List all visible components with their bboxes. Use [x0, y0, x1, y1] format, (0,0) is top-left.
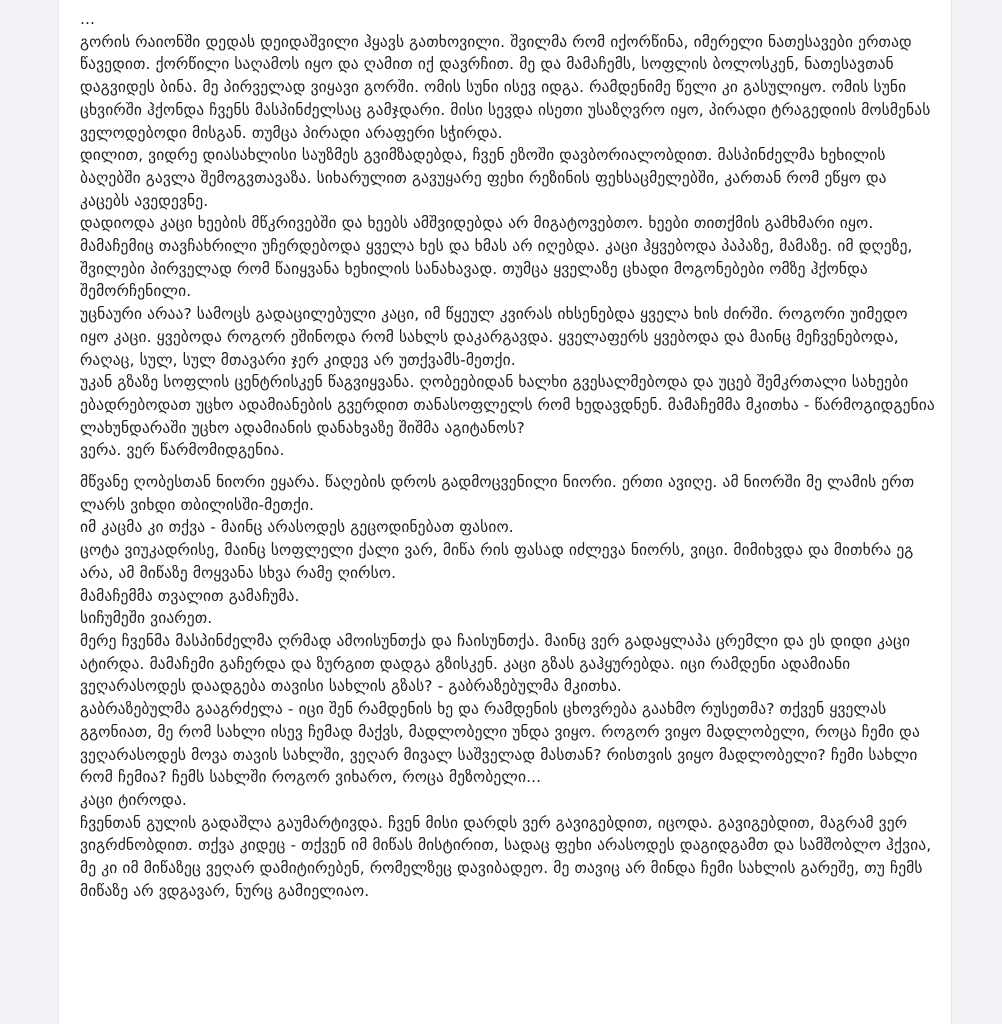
post-card: [58, 0, 952, 1024]
post-paragraph: სიჩუმეში ვიარეთ.: [80, 609, 213, 628]
post-paragraph: კაცი ტიროდა.: [80, 790, 187, 809]
post-paragraph: ჩვენთან გულის გადაშლა გაუმარტივდა. ჩვენ მისი დარდს ვერ გავიგებდით, იცოდა. გავიგებდით, მაგრამ ვერ ვიგრძნობდით. თქვა კიდეც - თქვენ იმ მიწას მისტირით, სადაც ფეხი არასოდეს დაგიდგამთ და სამშობლო ჰქვია, მე კი იმ მიწაზეც ვეღარ დამიტირებენ, რომელზეც დავიბადეო. მე თავიც არ მინდა ჩემი სახლის გარეშე, თუ ჩემს მიწაზე არ ვდგავარ, ნურც გამიელიაო.: [80, 813, 932, 900]
post-paragraph: ვერა. ვერ წარმომიდგენია.: [80, 441, 285, 460]
post-paragraph: მამაჩემმა თვალით გამაჩუმა.: [80, 586, 300, 605]
post-paragraph: უცნაური არაა? სამოცს გადაცილებული კაცი, იმ წყეულ კვირას იხსენებდა ყველა ხის ძირში. როგორი უიმედო იყო კაცი. ყვებოდა როგორ ეშინოდა რომ სახლს დაკარგავდა. ყველაფერს ყვებოდა და მაინც მეჩვენებოდა, რაღაც, სულ, სულ მთავარი ჯერ კიდევ არ უთქვამს-მეთქი.: [80, 305, 908, 369]
post-paragraph: გორის რაიონში დედას დეიდაშვილი ჰყავს გათხოვილი. შვილმა რომ იქორწინა, იმერელი ნათესავები ერთად წავედით. ქორწილი საღამოს იყო და ღამით იქ დავრჩით. მე და მამაჩემს, სოფლის ბოლოსკენ, ნათესავთან დაგვიდეს ბინა. მე პირველად ვიყავი გორში. ომის სუნი ისევ იდგა. რამდენიმე წელი კი გასულიყო. ომის სუნი ცხვირში ჰქონდა ჩვენს მასპინძელსაც გამჯდარი. მისი სევდა ისეთი უსაზღვრო იყო, პირადი ტრაგედიის მოსმენას ველოდებოდი მისგან. თუმცა პირადი არაფერი სჭირდა.: [80, 32, 931, 142]
post-paragraph: მერე ჩვენმა მასპინძელმა ღრმად ამოისუნთქა და ჩაისუნთქა. მაინც ვერ გადაყლაპა ცრემლი და ეს დიდი კაცი ატირდა. მამაჩემი გაჩერდა და ზურგით დადგა გზისკენ. კაცი გზას გაჰყურებდა. იცი რამდენი ადამიანი ვეღარასოდეს დაადგება თავისი სახლის გზას? - გაბრაზებულმა მკითხა.: [80, 631, 911, 696]
post-paragraph: იმ კაცმა კი თქვა - მაინც არასოდეს გეცოდინებათ ფასიო.: [80, 518, 514, 537]
post-paragraph: უკან გზაზე სოფლის ცენტრისკენ წაგვიყვანა. ღობეებიდან ხალხი გვესალმებოდა და უცებ შემკრთალი სახეები ებადრებოდათ უცხო ადამიანების გვერდით თანასოფლელს რომ ხედავდნენ. მამაჩემმა მკითხა - წარმოგიდგენია ლახუნდარაში უცხო ადამიანის დანახვაზე შიშმა აგიტანოს?: [80, 373, 935, 437]
post-paragraph: დადიოდა კაცი ხეების მწკრივებში და ხეებს ამშვიდებდა არ მიგატოვებთო. ხეები თითქმის გამხმარი იყო. მამაჩემიც თავჩახრილი უჩერდებოდა ყველა ხეს და ხმას არ იღებდა. კაცი ჰყვებოდა პაპაზე, მამაზე. იმ დღეზე, შვილები პირველად რომ წაიყვანა ხეხილის სანახავად. თუმცა ყველაზე ცხადი მოგონებები ომზე ჰქონდა შემორჩენილი.: [80, 214, 913, 301]
post-paragraph: გაბრაზებულმა გააგრძელა - იცი შენ რამდენის ხე და რამდენის ცხოვრება გაახმო რუსეთმა? თქვენ ყველას გგონიათ, მე რომ სახლი ისევ ჩემად მაქვს, მადლობელი უნდა ვიყო. როგორ ვიყო მადლობელი, როცა ჩემი და ვეღარასოდეს მოვა თავის სახლში, ვეღარ მივალ საშველად მასთან? რისთვის ვიყო მადლობელი? ჩემი სახლი რომ ჩემია? ჩემს სახლში როგორ ვიხარო, როცა მეზობელი...: [80, 700, 920, 787]
post-paragraph: დილით, ვიდრე დიასახლისი საუზმეს გვიმზადებდა, ჩვენ ეზოში დავბორიალობდით. მასპინძელმა ხეხილის ბაღებში გავლა შემოგვთავაზა. სიხარულით გავუყარე ფეხი რეზინის ფეხსაცმელებში, კართან რომ ეწყო და კაცებს ავედევნე.: [80, 146, 887, 210]
paragraph-gap: [80, 462, 940, 471]
post-paragraph: ცოტა ვიუკადრისე, მაინც სოფლელი ქალი ვარ, მიწა რის ფასად იძლევა ნიორს, ვიცი. მიმიხვდა და მითხრა ეგ არა, ამ მიწაზე მოყვანა სხვა რამე ღირსო.: [80, 541, 914, 582]
post-paragraph: მწვანე ღობესთან ნიორი ეყარა. წაღების დროს გადმოცვენილი ნიორი. ერთი ავიღე. ამ ნიორში მე ლამის ერთ ლარს ვიხდი თბილისში-მეთქი.: [80, 473, 915, 514]
post-text: [80, 8, 940, 902]
post-paragraph: ...: [80, 10, 96, 28]
